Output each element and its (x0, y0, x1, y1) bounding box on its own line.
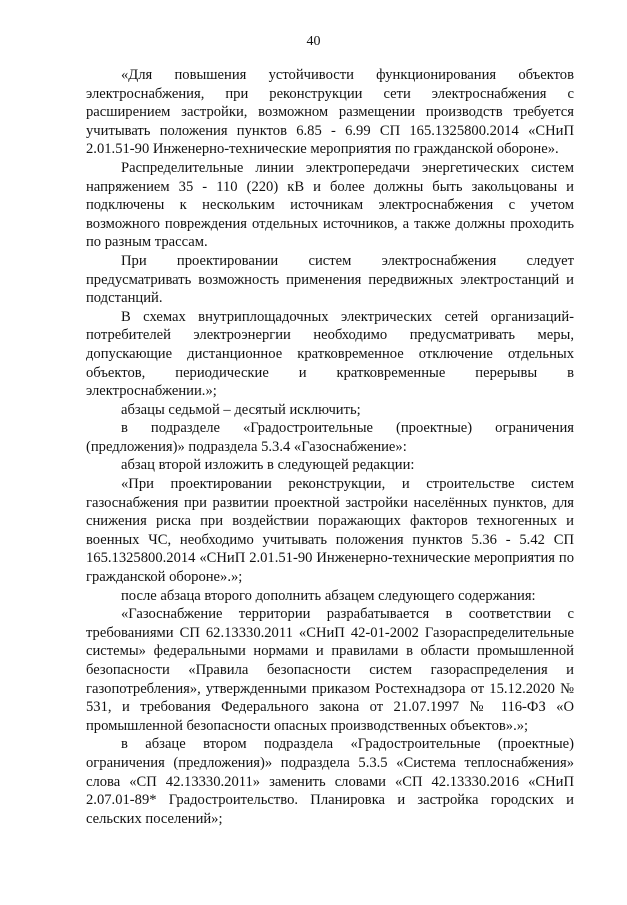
paragraph-mobile-power-stations: При проектировании систем электроснабжения следует предусматривать возможность применения передвижных электростанций и подстанций. (86, 252, 574, 307)
paragraph-restate-second: абзац второй изложить в следующей редакции: (121, 457, 415, 474)
paragraph-distribution-lines: Распределительные линии электропередачи энергетических систем напряжением 35 - 110 (220) кВ и более должны быть закольцованы и подключены к нескольким источникам электроснабжения с учетом возможного повреждения отдельных источников, а также должны проходить по разным трассам. (86, 159, 574, 251)
paragraph-exclude-clauses: абзацы седьмой – десятый исключить; (121, 401, 361, 418)
paragraph-power-stability: «Для повышения устойчивости функционирования объектов электроснабжения, при реконструкции сети электроснабжения с расширением застройки, возможном размещении производств требуется учитывать положения пунктов 6.85 - 6.99 СП 165.1325800.2014 «СНиП 2.01.51-90 Инженерно-технические мероприятия по гражданской обороне». (86, 67, 574, 158)
paragraph-gas-reconstruction: «При проектировании реконструкции, и строительстве систем газоснабжения при развитии проектной застройки населённых пунктов, для снижения риска при воздействии поражающих факторов техногенных и военных ЧС, необходимо учитывать положения пунктов 5.36 - 5.42 СП 165.1325800.2014 «СНиП 2.01.51-90 Инженерно-технические мероприятия по гражданской обороне».»; (86, 476, 574, 586)
paragraph-heat-supply-replace: в абзаце втором подраздела «Градостроительные (проектные) ограничения (предложения)» подраздела 5.3.5 «Система теплоснабжения» слова «СП 42.13330.2011» заменить словами «СП 42.13330.2016 «СНиП 2.07.01-89* Градостроительство. Планировка и застройка городских и сельских поселений»; (86, 736, 574, 827)
paragraph-gas-subsection: в подразделе «Градостроительные (проектные) ограничения (предложения)» подраздела 5.3.4 «Газоснабжение»: (86, 420, 574, 455)
paragraph-internal-networks: В схемах внутриплощадочных электрических сетей организаций-потребителей электроэнергии необходимо предусматривать меры, допускающие дистанционное кратковременное отключение отдельных объектов, периодические и кратковременные перерывы в электроснабжении.»; (86, 308, 574, 400)
page-number: 40 (306, 34, 321, 49)
paragraph-gas-requirements: «Газоснабжение территории разрабатывается в соответствии с требованиями СП 62.13330.2011 «СНиП 42-01-2002 Газораспределительные системы» федеральными нормами и правилами в области промышленной безопасности «Правила безопасности систем газораспределения и газопотребления», утвержденными приказом Ростехнадзора от 15.12.2020 № 531, и требования Федерального закона от 21.07.1997 № 116-ФЗ «О промышленной безопасности опасных производственных объектов».»; (86, 606, 574, 734)
document-body (86, 66, 574, 828)
paragraph-add-after-second: после абзаца второго дополнить абзацем следующего содержания: (121, 587, 536, 604)
